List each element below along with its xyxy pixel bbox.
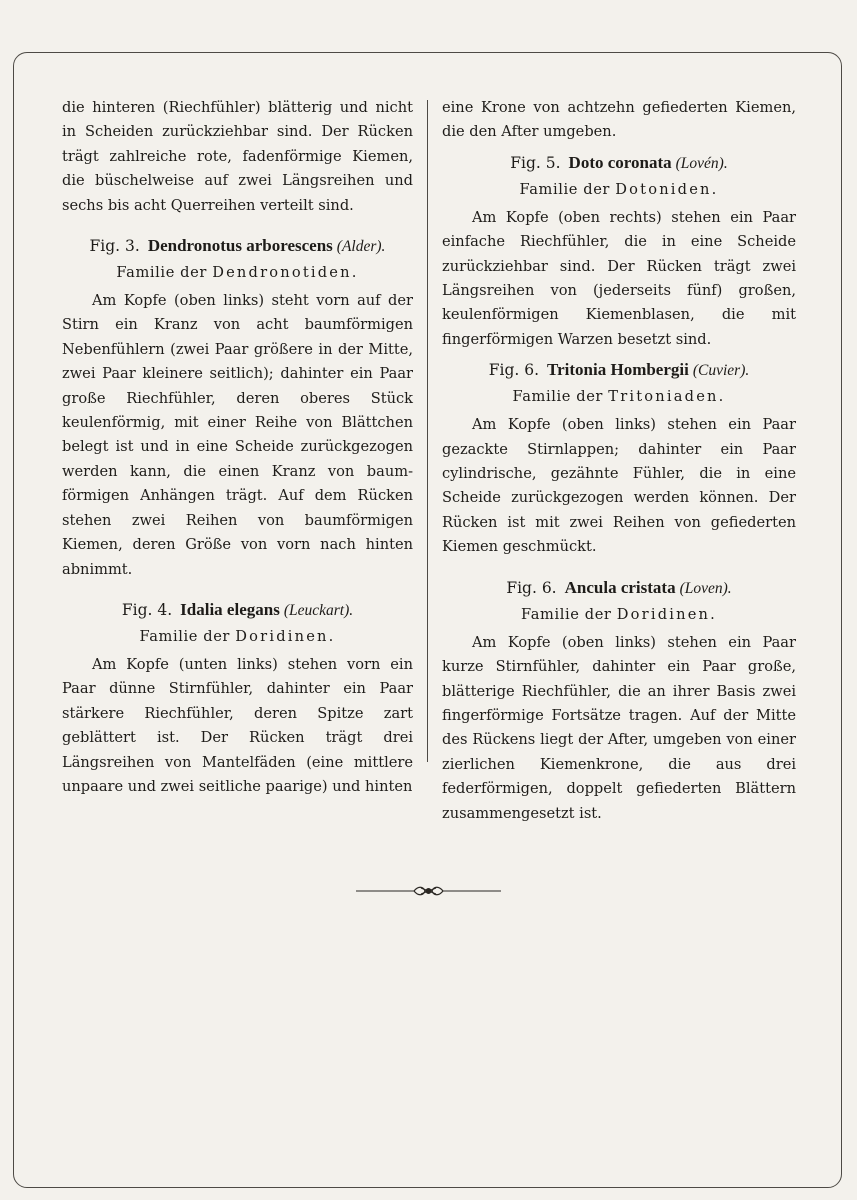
- fig3-family-name: Dendronotiden.: [212, 264, 359, 282]
- column-divider: [427, 100, 428, 762]
- fig6a-author: (Cuvier).: [692, 362, 750, 380]
- fig3-author: (Alder).: [336, 238, 386, 256]
- fig3-heading: [62, 232, 413, 261]
- fig5-family: [442, 178, 796, 202]
- fig4-label: Fig. 4.: [121, 600, 173, 619]
- fig6b-label: Fig. 6.: [506, 578, 557, 597]
- left-column: [62, 96, 413, 799]
- fig3-family-word: Familie der: [116, 264, 207, 282]
- right-column: [442, 96, 796, 826]
- fig4-family: [62, 625, 413, 649]
- fig5-author: (Lovén).: [675, 154, 728, 172]
- fig6b-family-word: Familie der: [521, 605, 612, 623]
- fig4-heading: [62, 596, 413, 625]
- continued-paragraph-right: eine Krone von achtzehn gefiederten Kiemen, die den After umgeben.: [442, 99, 796, 141]
- fig3-family: [62, 261, 413, 285]
- fig6a-family-word: Familie der: [512, 388, 604, 406]
- fig4-author: (Leuckart).: [283, 601, 354, 619]
- fig4-species: Idalia elegans: [180, 599, 280, 619]
- fig6a-label: Fig. 6.: [488, 361, 540, 380]
- fig5-species: Doto coronata: [568, 152, 672, 172]
- fig5-heading: [442, 149, 796, 178]
- fig6b-description: Am Kopfe (oben links) stehen ein Paar kurze Stirnfühler, dahinter ein Paar große, blätterige Riechfühler, die an ihrer Basis zwei fingerförmige Fortsätze tragen. Auf der Mitte des Rückens liegt der After, umgeben von einer zierlichen Kiemenkrone, die aus drei federförmigen, doppelt gefiederten Blättern zusammengesetzt ist.: [442, 633, 796, 822]
- continued-paragraph: die hinteren (Riechfühler) blätterig und nicht in Scheiden zurückziehbar sind. Der Rücken trägt zahlreiche rote, fadenförmige Kiemen, die büschelweise auf zwei Längsreihen und sechs bis acht Querreihen verteilt sind.: [62, 99, 413, 214]
- decorative-rule-ornament: [356, 883, 501, 899]
- fig4-description: Am Kopfe (unten links) stehen vorn ein Paar dünne Stirnfühler, dahinter ein Paar stärkere Riechfühler, deren Spitze zart geblättert ist. Der Rücken trägt drei Längsreihen von Mantelfäden (eine mittlere unpaare und zwei seitliche paarige) und hinten: [62, 655, 413, 795]
- fig6b-family: [442, 603, 796, 627]
- fig4-family-name: Doridinen.: [235, 627, 336, 645]
- fig6b-author: (Loven).: [679, 579, 732, 597]
- fig6a-heading: [442, 356, 796, 385]
- fig5-description: Am Kopfe (oben rechts) stehen ein Paar einfache Riechfühler, die in eine Scheide zurückziehbar sind. Der Rücken trägt zwei Längsreihen von (jederseits fünf) großen, keulenförmigen Kiemenblasen, die mit fingerförmigen Warzen besetzt sind.: [442, 208, 796, 348]
- fig3-description: Am Kopfe (oben links) steht vorn auf der Stirn ein Kranz von acht baumförmigen Nebenfühlern (zwei Paar größere in der Mitte, zwei Paar kleinere seitlich); dahinter ein Paar große Riechfühler, deren oberes Stück keulenförmig, mit einer Reihe von Blättchen belegt ist und in eine Scheide zurückgezogen werden kann, die einen Kranz von baumförmigen Anhängen trägt. Auf dem Rücken stehen zwei Reihen von baumförmigen Kiemen, deren Größe von vorn nach hinten abnimmt.: [62, 292, 413, 578]
- fig6b-family-name: Doridinen.: [616, 605, 717, 623]
- fig6a-family-name: Tritoniaden.: [608, 388, 726, 406]
- fig6b-species: Ancula cristata: [564, 577, 676, 597]
- fig5-family-word: Familie der: [519, 180, 611, 198]
- fig6b-heading: [442, 574, 796, 603]
- fig3-label: Fig. 3.: [89, 237, 140, 256]
- fig3-species: Dendronotus arborescens: [147, 236, 333, 256]
- fig5-family-name: Dotoniden.: [615, 180, 719, 198]
- fig6a-family: [442, 385, 796, 409]
- ornament-flourish: [414, 887, 443, 895]
- fig6a-description: Am Kopfe (oben links) stehen ein Paar gezackte Stirnlappen; dahinter ein Paar cylindrische, gezähnte Fühler, die in eine Scheide zurückgezogen werden können. Der Rücken ist mit zwei Reihen von gefiederten Kiemen geschmückt.: [442, 416, 796, 556]
- fig5-label: Fig. 5.: [510, 153, 561, 172]
- fig6a-species: Tritonia Hombergii: [547, 360, 689, 380]
- fig4-family-word: Familie der: [139, 627, 231, 645]
